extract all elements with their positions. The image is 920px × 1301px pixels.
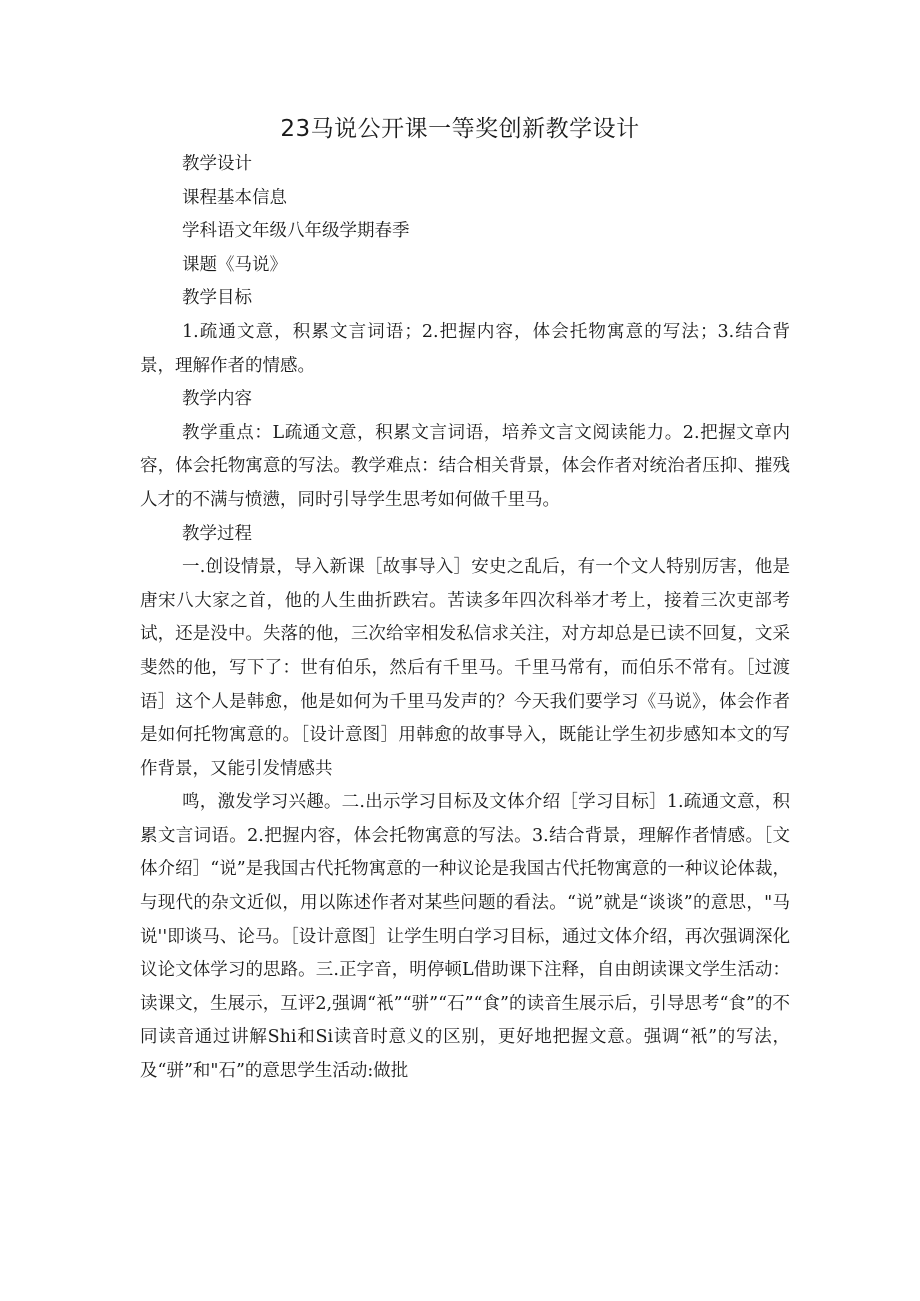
heading-teaching-design: 教学设计	[182, 154, 252, 174]
teaching-process-part-1: 一.创设情景，导入新课［故事导入］安史之乱后，有一个文人特别厉害，他是唐宋八大家之首，他的人生曲折跌宕。苦读多年四次科举才考上，接着三次吏部考试，还是没中。失落的他，三次给宰相发私信求关注，对方却总是已读不回复，文采斐然的他，写下了：世有伯乐，然后有千里马。千里马常有，而伯乐不常有。［过渡语］这个人是韩愈，他是如何为千里马发声的？今天我们要学习《马说》，体会作者是如何托物寓意的。［设计意图］用韩愈的故事导入，既能让学生初步感知本文的写作背景，又能引发情感共	[140, 557, 790, 779]
document-body	[140, 148, 790, 1089]
heading-teaching-content: 教学内容	[182, 389, 252, 410]
heading-teaching-goals: 教学目标	[182, 288, 252, 309]
teaching-process-part-2: 鸣，激发学习兴趣。二.出示学习目标及文体介绍［学习目标］1.疏通文意，积累文言词语。2.把握内容，体会托物寓意的写法。3.结合背景，理解作者情感。［文体介绍］“说”是我国古代托物寓意的一种议论是我国古代托物寓意的一种议论体裁，与现代的杂文近似，用以陈述作者对某些问题的看法。“说”就是“谈谈”的意思，"马说''即谈马、论马。［设计意图］让学生明白学习目标，通过文体介绍，再次强调深化议论文体学习的思路。三.正字音，明停顿L借助课下注释，自由朗读课文学生活动：读课文，生展示，互评2,强调“衹”“骈”“石”“食”的读音生展示后，引导思考“食”的不同读音通过讲解Shi和Si读音时意义的区别，更好地把握文意。强调“衹”的写法，及“骈”和"石”的意思学生活动:做批	[140, 792, 790, 1082]
document-title: 23马说公开课一等奖创新教学设计	[280, 116, 640, 142]
course-topic-line: 课题《马说》	[182, 254, 287, 275]
course-subject-line: 学科语文年级八年级学期春季	[182, 221, 410, 242]
heading-teaching-process: 教学过程	[182, 523, 252, 544]
heading-course-info: 课程基本信息	[182, 187, 287, 208]
teaching-key-points-text: 教学重点：L疏通文意，积累文言词语，培养文言文阅读能力。2.把握文章内容，体会托物寓意的写法。教学难点：结合相关背景，体会作者对统治者压抑、摧残人才的不满与愤懑，同时引导学生思考如何做千里马。	[140, 422, 790, 510]
teaching-goals-text: 1.疏通文意，积累文言词语；2.把握内容，体会托物寓意的写法；3.结合背景，理解作者的情感。	[140, 321, 790, 376]
